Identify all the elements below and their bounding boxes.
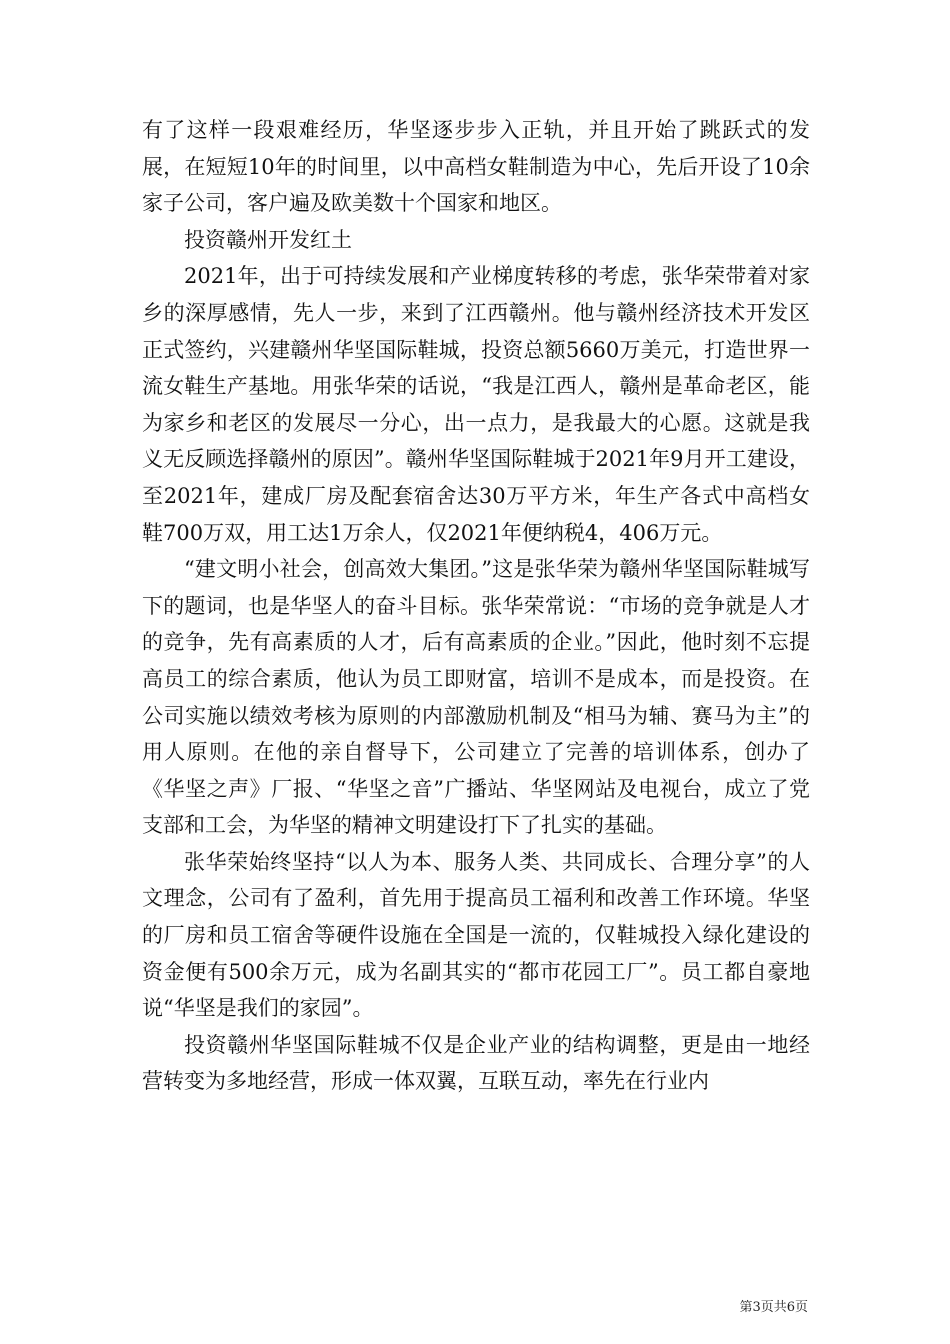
paragraph-restructuring: 投资赣州华坚国际鞋城不仅是企业产业的结构调整，更是由一地经营转变为多地经营，形成一体双翼，互联互动，率先在行业内 <box>142 1032 810 1094</box>
section-heading: 投资赣州开发红土 <box>184 227 352 252</box>
page-number: 第3页共6页 <box>739 1300 808 1315</box>
paragraph-ganzhou-investment: 2021年，出于可持续发展和产业梯度转移的考虑，张华荣带着对家乡的深厚感情，先人一步，来到了江西赣州。他与赣州经济技术开发区正式签约，兴建赣州华坚国际鞋城，投资总额5660万美元，打造世界一流女鞋生产基地。用张华荣的话说，“我是江西人，赣州是革命老区，能为家乡和老区的发展尽一分心，出一点力，是我最大的心愿。这就是我义无反顾选择赣州的原因”。赣州华坚国际鞋城于2021年9月开工建设，至2021年，建成厂房及配套宿舍达30万平方米，年生产各式中高档女鞋700万双，用工达1万余人，仅2021年便纳税4，406万元。 <box>142 264 810 545</box>
paragraph-continuation: 有了这样一段艰难经历，华坚逐步步入正轨，并且开始了跳跃式的发展，在短短10年的时间里，以中高档女鞋制造为中心，先后开设了10余家子公司，客户遍及欧美数十个国家和地区。 <box>142 118 810 216</box>
paragraph-talent: “建文明小社会，创高效大集团。”这是张华荣为赣州华坚国际鞋城写下的题词，也是华坚人的奋斗目标。张华荣常说：“市场的竞争就是人才的竞争，先有高素质的人才，后有高素质的企业。”因此，他时刻不忘提高员工的综合素质，他认为员工即财富，培训不是成本，而是投资。在公司实施以绩效考核为原则的内部激励机制及“相马为辅、赛马为主”的用人原则。在他的亲自督导下，公司建立了完善的培训体系，创办了《华坚之声》厂报、“华坚之音”广播站、华坚网站及电视台，成立了党支部和工会，为华坚的精神文明建设打下了扎实的基础。 <box>142 557 810 838</box>
document-body <box>142 112 810 1100</box>
paragraph-people-oriented: 张华荣始终坚持“以人为本、服务人类、共同成长、合理分享”的人文理念，公司有了盈利，首先用于提高员工福利和改善工作环境。华坚的厂房和员工宿舍等硬件设施在全国是一流的，仅鞋城投入绿化建设的资金便有500余万元，成为名副其实的“都市花园工厂”。员工都自豪地说“华坚是我们的家园”。 <box>142 849 810 1021</box>
